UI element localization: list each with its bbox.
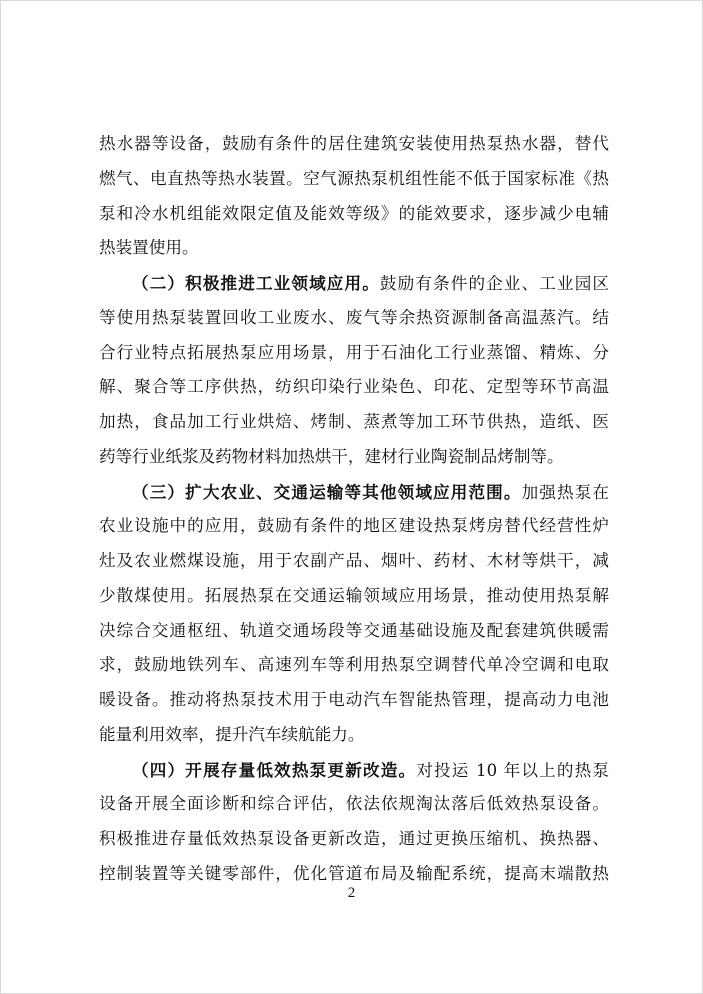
paragraph-line: 控制装置等关键零部件，优化管道布局及输配系统，提高末端散热 (99, 863, 609, 883)
paragraph-line: 药等行业纸浆及药物材料加热烘干，建材行业陶瓷制品烤制等。 (99, 446, 564, 466)
paragraph-first-line (99, 266, 609, 301)
paragraph-line: 求，鼓励地铁列车、高速列车等利用热泵空调替代单冷空调和电取 (99, 655, 609, 675)
paragraph-line: 燃气、电直热等热水装置。空气源热泵机组性能不低于国家标准《热 (99, 168, 609, 188)
paragraph-line: 解、聚合等工序供热，纺织印染行业染色、印花、定型等环节高温 (99, 377, 609, 397)
paragraph-line: 农业设施中的应用，鼓励有条件的地区建设热泵烤房替代经营性炉 (99, 516, 609, 536)
paragraph-first-line (99, 753, 609, 788)
paragraph-first-line (99, 475, 609, 510)
paragraph-line: 等使用热泵装置回收工业废水、废气等余热资源制备高温蒸汽。结 (99, 307, 609, 327)
section-heading: （二）积极推进工业领域应用。 (132, 273, 380, 293)
section-heading: （四）开展存量低效热泵更新改造。 (132, 759, 417, 780)
paragraph-line: 积极推进存量低效热泵设备更新改造，通过更换压缩机、换热器、 (99, 829, 609, 848)
paragraph-line: 能量利用效率，提升汽车续航能力。 (99, 724, 365, 744)
paragraph-line: 少散煤使用。拓展热泵在交通运输领域应用场景，推动使用热泵解 (99, 585, 609, 605)
page-number: 2 (347, 885, 356, 901)
paragraph-line: 合行业特点拓展热泵应用场景，用于石油化工行业蒸馏、精炼、分 (99, 342, 609, 362)
paragraph-line: 灶及农业燃煤设施，用于农副产品、烟叶、药材、木材等烘干，减 (99, 551, 609, 570)
paragraph-line: 热水器等设备，鼓励有条件的居住建筑安装使用热泵热水器，替代 (99, 134, 609, 153)
paragraph-line: 暖设备。推动将热泵技术用于电动汽车智能热管理，提高动力电池 (99, 690, 609, 709)
section-heading: （三）扩大农业、交通运输等其他领域应用范围。 (132, 481, 522, 502)
paragraph-text: 对投运 10 年以上的热泵 (416, 760, 609, 780)
paragraph-line: 热装置使用。 (99, 238, 199, 258)
paragraph-line: 泵和冷水机组能效限定值及能效等级》的能效要求，逐步减少电辅 (99, 203, 609, 223)
paragraph-text: 加强热泵在 (521, 482, 610, 502)
paragraph-line: 加热，食品加工行业烘焙、烤制、蒸煮等加工环节供热，造纸、医 (99, 412, 609, 431)
document-body (99, 127, 609, 892)
paragraph-text: 鼓励有条件的企业、工业园区 (379, 274, 610, 293)
paragraph-line: 设备开展全面诊断和综合评估，依法依规淘汰落后低效热泵设备。 (99, 794, 609, 814)
paragraph-line: 决综合交通枢纽、轨道交通场段等交通基础设施及配套建筑供暖需 (99, 620, 609, 640)
